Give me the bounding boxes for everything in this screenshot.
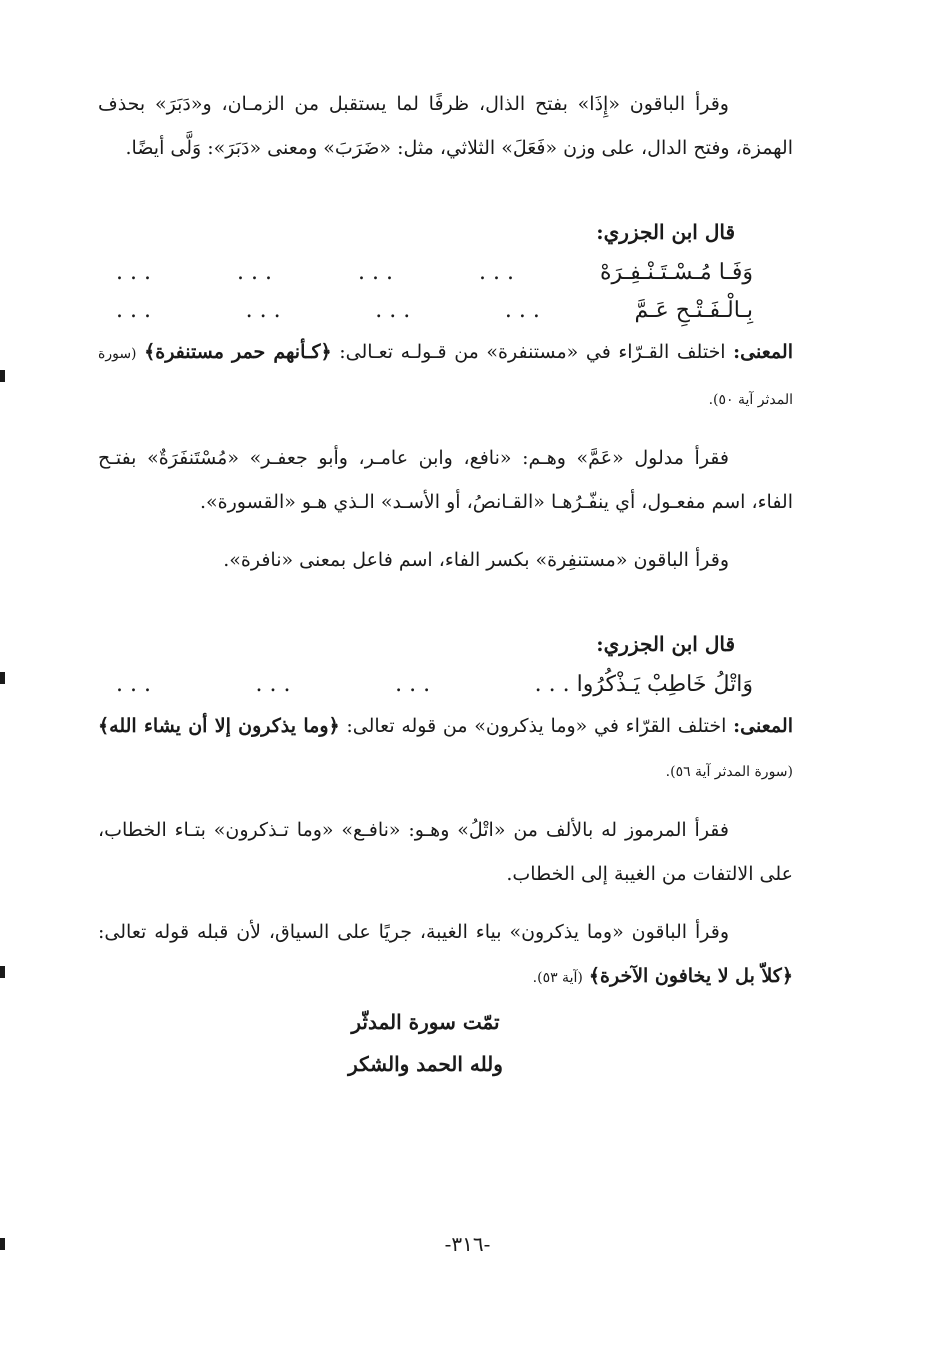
verse-ellipsis: . . . xyxy=(245,298,281,323)
meaning-text: اختلف القـرّاء في «مستنفرة» من قـولـه تعـالى: xyxy=(339,341,726,363)
verse-ellipsis: . . . xyxy=(116,298,151,323)
margin-mark xyxy=(0,370,5,382)
verse-ellipsis: . . . xyxy=(237,260,272,285)
verse-ellipsis: . . . xyxy=(395,672,431,697)
paragraph-reading-idha: وقرأ الباقون «إِذَا» بفتح الذال، ظرفًا لما يستقبل من الزمـان، و«دَبَرَ» بحذف الهمزة، وفتح الدال، على وزن «فَعَلَ» الثلاثي، مثل: «ضَرَبَ» ومعنى «دَبَرَ»: وَلَّى أيضًا. xyxy=(98,93,793,159)
spacer xyxy=(98,582,793,622)
paragraph-reading-tadhkurun: فقرأ المرموز له بالألف من «اتْلُ» وهـو: «نافـع» «وما تـذكرون» بتـاء الخطاب، على الالتفات من الغيبة إلى الخطاب. xyxy=(98,819,793,885)
heading-ibn-jazari-1: قال ابن الجزري: xyxy=(596,220,735,244)
margin-mark xyxy=(0,966,5,978)
page-body xyxy=(98,82,793,1084)
surah-reference: (سورة المدثر آية ٥٦). xyxy=(665,764,793,780)
spacer xyxy=(98,524,793,538)
quran-quote: ﴿كلاّ بل لا يخافون الآخرة﴾ xyxy=(588,965,793,987)
page-number: -٣١٦- xyxy=(444,1232,491,1256)
paragraph-text: وقرأ الباقون «وما يذكرون» بياء الغيبة، جريًا على السياق، لأن قبله قوله تعالى: xyxy=(98,921,729,943)
meaning-paragraph-1 xyxy=(98,330,793,422)
verse-segment: وَفَـا مُـسْـتَـنْـفِـرَهْ xyxy=(600,260,753,285)
spacer xyxy=(98,170,793,210)
quran-quote: ﴿وما يذكرون إلا أن يشاء الله﴾ xyxy=(98,715,340,737)
verse-line-1b xyxy=(98,292,793,330)
closing-surah-complete: تمّت سورة المدثّر xyxy=(351,1010,500,1034)
spacer xyxy=(98,896,793,910)
quran-quote: ﴿كـأنهم حمر مستنفرة﴾ xyxy=(144,341,332,363)
paragraph-reading-mustanfarah: فقرأ مدلول «عَمَّ» وهـم: «نافع، وابن عامـر، وأبو جعفـر» «مُسْتَنفَرَةٌ» بفتـح الفاء، اسم مفعـول، أي ينفّـرُهـا «القـانصُ، أو الأسـد» الـذي هـو «القسورة». xyxy=(98,447,793,513)
verse-ellipsis: . . . xyxy=(358,260,393,285)
paragraph-reading-mustanfirah: وقرأ الباقون «مستنفِرة» بكسر الفاء، اسم فاعل بمعنى «نافرة». xyxy=(223,549,729,571)
verse-line-1a xyxy=(98,254,793,292)
verse-ellipsis: . . . xyxy=(375,298,411,323)
meaning-text: اختلف القرّاء في «وما يذكرون» من قوله تعالى: xyxy=(346,715,727,737)
verse-ellipsis: . . . xyxy=(255,672,291,697)
meaning-paragraph-2 xyxy=(98,704,793,794)
verse-ellipsis: . . . xyxy=(504,298,540,323)
margin-mark xyxy=(0,1238,5,1250)
spacer xyxy=(98,422,793,436)
paragraph-reading-yadhkurun xyxy=(98,910,793,1000)
meaning-label: المعنى: xyxy=(733,715,793,737)
surah-reference: (سورة المدثر آية ٥٠). xyxy=(98,346,793,408)
verse-reference: (آية ٥٣). xyxy=(532,970,583,986)
meaning-label: المعنى: xyxy=(733,341,793,363)
margin-mark xyxy=(0,672,5,684)
verse-segment: وَاتْلُ خَاطِبْ يَـذْكُرُوا . . . xyxy=(534,672,753,697)
verse-ellipsis: . . . xyxy=(116,260,151,285)
verse-segment: بِـالْـفَـتْـحِ عَـمَّ xyxy=(634,298,753,323)
verse-ellipsis: . . . xyxy=(116,672,151,697)
heading-ibn-jazari-2: قال ابن الجزري: xyxy=(596,632,735,656)
verse-ellipsis: . . . xyxy=(479,260,514,285)
closing-praise: ولله الحمد والشكر xyxy=(348,1052,503,1076)
spacer xyxy=(98,794,793,808)
verse-line-2 xyxy=(98,666,793,704)
